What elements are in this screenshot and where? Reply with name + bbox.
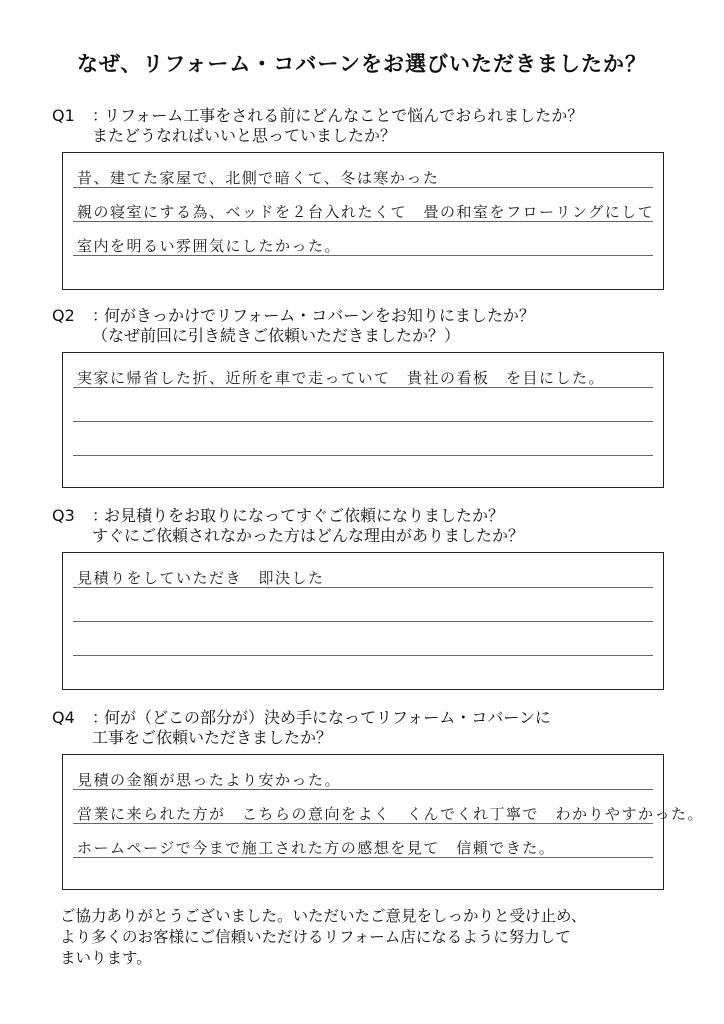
question-text-line2: すぐにご依頼されなかった方はどんな理由がありましたか？ [92,526,525,545]
footer-message [60,906,680,969]
question-separator: ： [92,306,109,325]
question-text-line2: （なぜ前回に引き続きご依頼いただきましたか？） [92,326,461,345]
question-1 [52,106,583,146]
question-number: Q1 [52,106,75,125]
footer-line: ご協力ありがとうございました。いただいたご意見をしっかりと受け止め、 [60,907,587,925]
question-text-line1: 何がきっかけでリフォーム・コバーンをお知りにましたか？ [104,306,535,325]
footer-line: まいります。 [60,949,152,967]
question-text-line2: 工事をご依頼いただきましたか？ [92,728,333,747]
answer-text: 昔、建てた家屋で、北側で暗くて、冬は寒かった [77,169,440,187]
question-number: Q4 [52,708,75,727]
answer-text: 実家に帰省した折、近所を車で走っていて 貴社の看板 を目にした。 [77,369,606,387]
answer-box-2 [62,352,664,488]
answer-text: 営業に来られた方が こちらの意向をよく くんでくれ丁寧で わかりやすかった。 [77,805,705,823]
question-text-line1: 何が（どこの部分が）決め手になってリフォーム・コバーンに [104,708,551,727]
answer-text: 見積りをしていただき 即決した [77,569,325,587]
footer-line: より多くのお客様にご信頼いただけるリフォーム店になるように努力して [60,928,571,946]
question-text-line1: リフォーム工事をされる前にどんなことで悩んでおられましたか？ [104,106,584,125]
question-separator: ： [92,106,109,125]
question-separator: ： [92,708,109,727]
question-separator: ： [92,506,109,525]
page-title: なぜ、リフォーム・コバーンをお選びいただきましたか？ [77,52,647,76]
answer-text: 室内を明るい雰囲気にしたかった。 [77,237,342,255]
ruled-line [73,421,653,422]
question-number: Q3 [52,506,75,525]
question-text-line1: お見積りをお取りになってすぐご依頼になりましたか？ [104,506,505,525]
ruled-line [73,621,653,622]
question-3 [52,506,524,546]
question-text-line2: またどうなればいいと思っていましたか？ [92,126,397,145]
question-2 [52,306,535,346]
ruled-line [73,455,653,456]
answer-box-3 [62,552,664,690]
answer-box-1 [62,152,664,290]
ruled-line [73,655,653,656]
question-4 [52,708,551,748]
answer-text: 親の寝室にする為、ベッドを２台入れたくて 畳の和室をフローリングにして [77,203,655,221]
question-number: Q2 [52,306,75,325]
answer-text: 見積の金額が思ったより安かった。 [77,771,342,789]
answer-box-4 [62,754,705,890]
answer-text: ホームページで今まで施工された方の感想を見て 信頼できた。 [77,839,556,857]
